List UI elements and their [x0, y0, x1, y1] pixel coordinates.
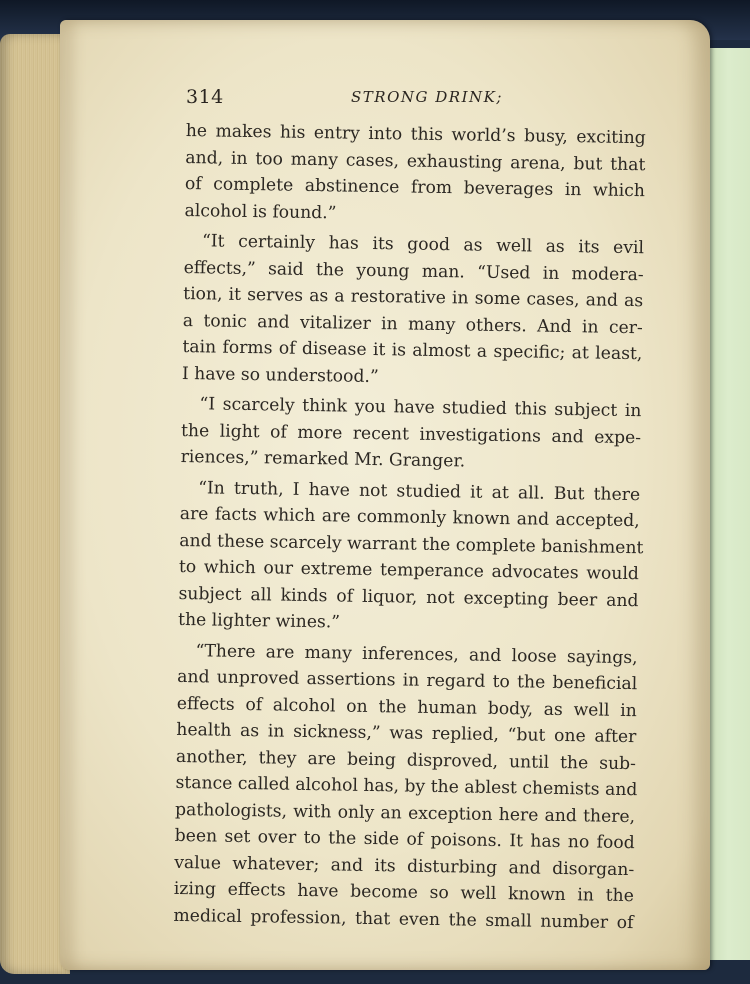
- paragraph: [180, 391, 641, 478]
- text-line: to which our extreme temperance advocates would: [178, 556, 640, 585]
- text-line: a tonic and vitalizer in many others. And in cer-: [182, 310, 643, 338]
- text-line: and, in too many cases, exhausting arena, but that: [185, 147, 646, 175]
- text-line: alcohol is found.”: [184, 200, 337, 223]
- text-line: riences,” remarked Mr. Granger.: [180, 446, 466, 472]
- text-line: I have so understood.”: [181, 363, 379, 387]
- text-line: medical profession, that even the small number of: [173, 905, 634, 933]
- text-line: “I scarcely think you have studied this subject in: [199, 394, 642, 422]
- page-number: 314: [186, 86, 224, 108]
- paragraph: [173, 637, 638, 936]
- text-line: izing effects have become so well known in the: [173, 878, 634, 907]
- text-line: “In truth, I have not studied it at all. But there: [198, 477, 641, 505]
- text-line: been set over to the side of poisons. It has no food: [174, 825, 635, 854]
- paragraph: [184, 118, 646, 231]
- text-line: tion, it serves as a restorative in some cases, and as: [183, 283, 644, 312]
- text-line: “There are many inferences, and loose sayings,: [195, 640, 638, 668]
- text-line: another, they are being disproved, until the sub-: [175, 746, 637, 774]
- text-line: and unproved assertions in regard to the beneficial: [177, 666, 638, 695]
- text-line: tain forms of disease it is almost a specific; at least,: [182, 336, 643, 365]
- page-header: [186, 86, 636, 114]
- text-line: and these scarcely warrant the complete banishment: [179, 530, 644, 558]
- text-line: subject all kinds of liquor, not excepting beer and: [178, 583, 639, 611]
- text-line: effects,” said the young man. “Used in modera-: [183, 257, 644, 285]
- text-line: value whatever; and its disturbing and disorgan-: [174, 852, 635, 880]
- text-line: stance called alcohol has, by the ablest chemists and: [175, 772, 638, 801]
- text-line: the lighter wines.”: [177, 609, 341, 633]
- text-line: “It certainly has its good as well as its evil: [201, 231, 645, 259]
- text-line: of complete abstinence from beverages in which: [184, 173, 646, 202]
- text-line: health as in sickness,” was replied, “but one after: [176, 719, 637, 748]
- text-line: pathologists, with only an exception here and there,: [174, 799, 636, 827]
- text-line: he makes his entry into this world’s busy, exciting: [185, 120, 646, 149]
- text-line: the light of more recent investigations and expe-: [180, 420, 642, 448]
- text-line: effects of alcohol on the human body, as well in: [176, 693, 637, 721]
- paragraph: [177, 474, 644, 640]
- running-head: STRONG DRINK;: [351, 88, 503, 106]
- body-text: [173, 118, 646, 936]
- paragraph: [182, 228, 644, 394]
- text-line: are facts which are commonly known and accepted,: [179, 503, 640, 532]
